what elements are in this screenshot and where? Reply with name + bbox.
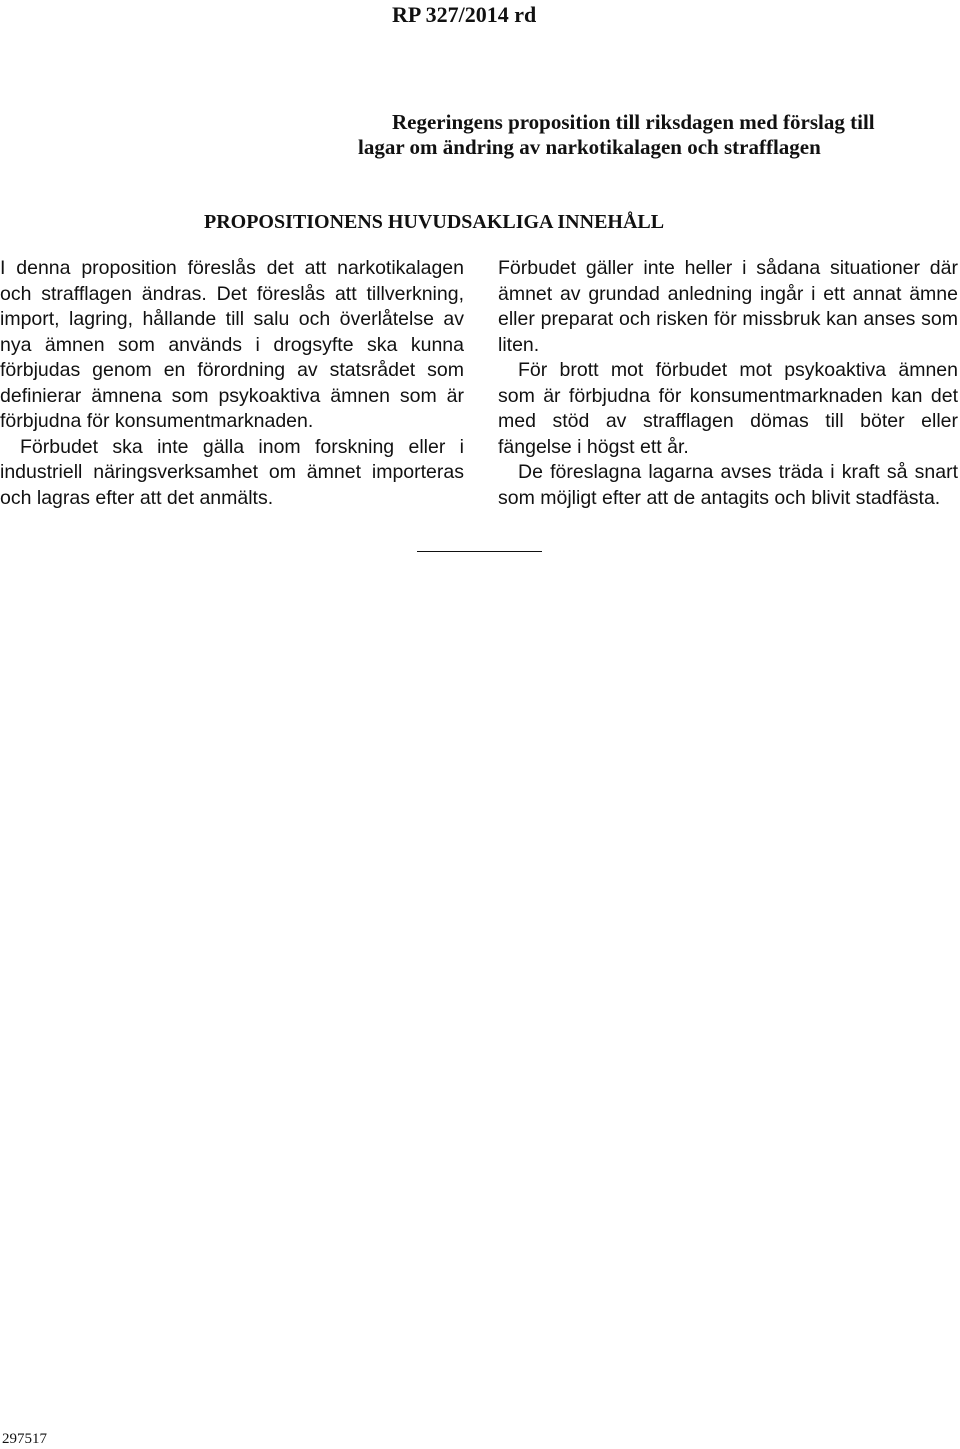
left-column [0, 256, 464, 511]
right-paragraph-1: Förbudet gäller inte heller i sådana situationer där ämnet av grundad anledning ingår i ett annat ämne eller preparat och risken för missbruk kan anses som liten. [498, 257, 958, 356]
right-paragraph-2: För brott mot förbudet mot psykoaktiva ämnen som är förbjudna för konsumentmarknaden kan det med stöd av strafflagen dömas till böter eller fängelse i högst ett år. [498, 359, 958, 458]
document-id: RP 327/2014 rd [392, 2, 537, 27]
left-paragraph-2: Förbudet ska inte gälla inom forskning eller i industriell näringsverksamhet om ämnet importeras och lagras efter att det anmälts. [0, 435, 464, 509]
right-column [498, 256, 958, 511]
right-paragraph-3: De föreslagna lagarna avses träda i kraft så snart som möjligt efter att de antagits och blivit stadfästa. [498, 461, 958, 509]
end-rule [417, 551, 542, 552]
title-line-1: Regeringens proposition till riksdagen med förslag till [392, 110, 875, 134]
section-heading: PROPOSITIONENS HUVUDSAKLIGA INNEHÅLL [204, 211, 665, 233]
title-line-2: lagar om ändring av narkotikalagen och strafflagen [358, 135, 821, 159]
left-paragraph-1: I denna proposition föreslås det att narkotikalagen och strafflagen ändras. Det föreslås att tillverkning, import, lagring, hållande till salu och överlåtelse av nya ämnen som används i drogsyfte ska kunna förbjudas genom en förordning av statsrådet som definierar ämnena som psykoaktiva ämnen som är förbjudna för konsumentmarknaden. [0, 257, 464, 432]
page-number: 297517 [2, 1431, 47, 1447]
document-title [358, 110, 958, 160]
